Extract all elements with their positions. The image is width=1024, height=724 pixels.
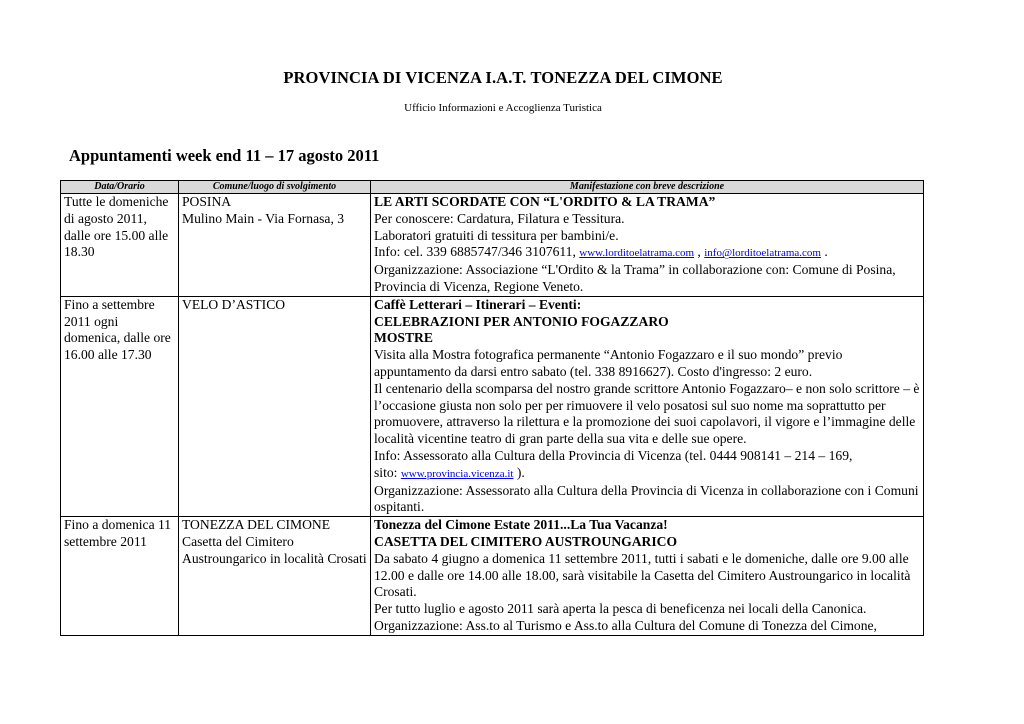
info-text: Info: cel. 339 6885747/346 3107611, xyxy=(374,244,580,260)
page-subtitle: Ufficio Informazioni e Accoglienza Turistica xyxy=(404,102,602,114)
event-description: Laboratori gratuiti di tessitura per bambini/e. xyxy=(374,227,619,243)
table-row xyxy=(61,296,924,516)
separator-text: , xyxy=(694,244,705,260)
event-title: Caffè Letterari – Itinerari – Eventi: xyxy=(374,296,582,312)
row-date: Fino a settembre 2011 ogni domenica, dalle ore 16.00 alle 17.30 xyxy=(61,296,179,516)
event-title: Tonezza del Cimone Estate 2011...La Tua Vacanza! xyxy=(374,517,668,533)
row-place xyxy=(179,517,371,636)
table-row xyxy=(61,194,924,297)
page-title: PROVINCIA DI VICENZA I.A.T. TONEZZA DEL CIMONE xyxy=(283,68,723,87)
place-name: POSINA xyxy=(182,194,232,209)
event-title: CELEBRAZIONI PER ANTONIO FOGAZZARO xyxy=(374,313,669,329)
row-date: Tutte le domeniche di agosto 2011, dalle ore 15.00 alle 18.30 xyxy=(61,194,179,297)
event-info xyxy=(374,244,920,262)
event-site xyxy=(374,465,920,483)
event-title: MOSTRE xyxy=(374,330,433,346)
row-place: VELO D’ASTICO xyxy=(179,296,371,516)
events-table xyxy=(60,180,924,636)
event-description: Da sabato 4 giugno a domenica 11 settembre 2011, tutti i sabati e le domeniche, dalle ore 9.00 alle 12.00 e dalle ore 14.00 alle 18.00, sarà visitabile la Casetta del Cimitero Austroungarico in località Crosati. xyxy=(374,550,911,600)
email-link[interactable]: info@lorditoelatrama.com xyxy=(704,247,821,260)
site-label: sito: xyxy=(374,464,401,480)
place-detail: Casetta del Cimitero Austroungarico in località Crosati xyxy=(182,533,367,566)
column-header-date: Data/Orario xyxy=(61,181,179,194)
place-name: TONEZZA DEL CIMONE xyxy=(182,517,331,533)
table-row xyxy=(61,517,924,636)
event-title: CASETTA DEL CIMITERO AUSTROUNGARICO xyxy=(374,533,678,549)
event-organizer: Organizzazione: Assessorato alla Cultura della Provincia di Vicenza in collaborazione con i Comuni ospitanti. xyxy=(374,482,919,515)
row-event xyxy=(371,517,924,636)
section-title: Appuntamenti week end 11 – 17 agosto 2011 xyxy=(69,146,380,165)
table-header-row xyxy=(61,181,924,194)
website-link[interactable]: www.provincia.vicenza.it xyxy=(400,467,514,480)
row-event xyxy=(371,296,924,516)
row-event xyxy=(371,194,924,297)
info-suffix: . xyxy=(820,244,828,260)
event-title: LE ARTI SCORDATE CON “L'ORDITO & LA TRAMA” xyxy=(374,194,716,209)
column-header-place: Comune/luogo di svolgimento xyxy=(179,181,371,194)
column-header-event: Manifestazione con breve descrizione xyxy=(371,181,924,194)
place-detail: Mulino Main - Via Fornasa, 3 xyxy=(182,210,345,226)
event-description: Per conoscere: Cardatura, Filatura e Tessitura. xyxy=(374,210,625,226)
event-description: Il centenario della scomparsa del nostro grande scrittore Antonio Fogazzaro– e non solo scrittore – è l’occasione giusta non solo per per rimuovere il velo posatosi sul suo nome ma soprattutto per promuovere, attraverso la rilettura e la promozione dei suoi capolavori, il vigore e l’immagine delle località vicentine teatro di gran parte della sua vita e delle sue opere. xyxy=(374,380,920,447)
row-date: Fino a domenica 11 settembre 2011 xyxy=(61,517,179,636)
event-organizer: Organizzazione: Associazione “L'Ordito & la Trama” in collaborazione con: Comune di Posina, Provincia di Vicenza, Regione Veneto. xyxy=(374,262,896,294)
event-info: Info: Assessorato alla Cultura della Provincia di Vicenza (tel. 0444 908141 – 214 – 169, xyxy=(374,447,853,463)
event-description: Per tutto luglio e agosto 2011 sarà aperta la pesca di beneficenza nei locali della Canonica. xyxy=(374,601,867,617)
website-link[interactable]: www.lorditoelatrama.com xyxy=(579,247,695,260)
site-suffix: ). xyxy=(513,464,525,480)
event-organizer: Organizzazione: Ass.to al Turismo e Ass.to alla Cultura del Comune di Tonezza del Cimone, xyxy=(374,617,877,633)
event-description: Visita alla Mostra fotografica permanente “Antonio Fogazzaro e il suo mondo” previo appuntamento da darsi entro sabato (tel. 338 8916627). Costo d'ingresso: 2 euro. xyxy=(374,347,843,379)
row-place xyxy=(179,194,371,297)
